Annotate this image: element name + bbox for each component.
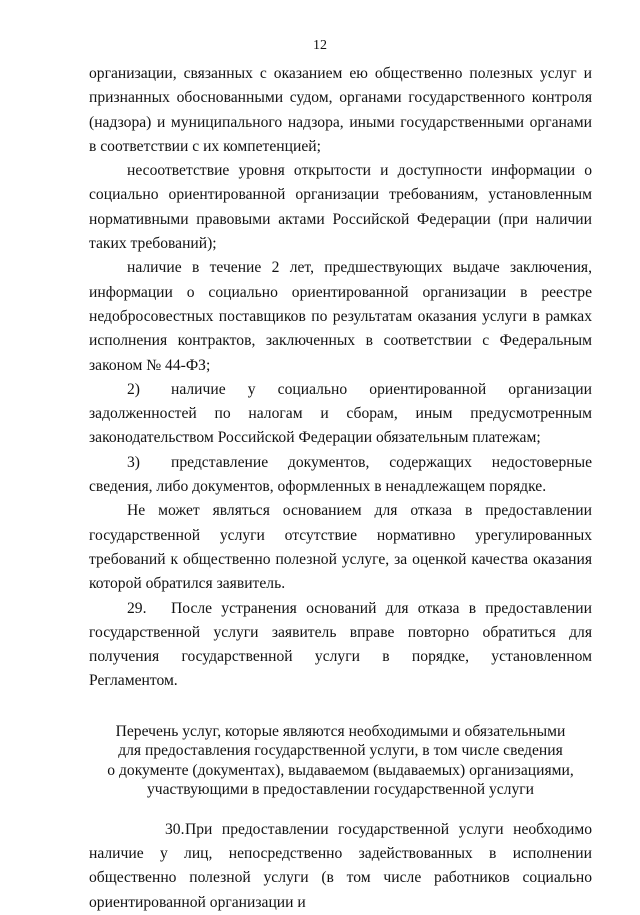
paragraph-item-30-text: При предоставлении государственной услуги необходимо наличие у лиц, непосредственно задействованных в исполнении общественно полезной услуги (в том числе работников социально ориентированной организации и: [89, 820, 592, 911]
paragraph-item-3: [89, 451, 592, 500]
paragraph-item-2-text: наличие у социально ориентированной организации задолженностей по налогам и сборам, иным предусмотренным законодательством Российской Федерации обязательным платежам;: [89, 380, 592, 447]
section-heading-line-3: о документе (документах), выдаваемом (выдаваемых) организациями,: [107, 761, 574, 779]
item-number-30: 30.: [165, 820, 185, 838]
section-heading-line-2: для предоставления государственной услуги, в том числе сведения: [118, 742, 563, 760]
paragraph-item-2: [89, 378, 592, 451]
section-heading-line-4: участвующими в предоставлении государственной услуги: [147, 781, 534, 799]
paragraph-item-30: [89, 818, 592, 915]
item-number-3: 3): [127, 453, 140, 471]
page-number: 12: [313, 38, 327, 53]
item-number-2: 2): [127, 380, 140, 398]
paragraph-organization-violations: организации, связанных с оказанием ею общественно полезных услуг и признанных обоснованными судом, органами государственного контроля (надзора) и муниципального надзора, иными государственными органами в соответствии с их компетенцией;: [89, 65, 592, 155]
item-number-29: 29.: [127, 599, 147, 617]
paragraph-item-29-text: После устранения оснований для отказа в предоставлении государственной услуги заявитель вправе повторно обратиться для получения государственной услуги в порядке, установленном Регламентом.: [89, 599, 592, 690]
paragraph-no-refusal-basis: Не может являться основанием для отказа в предоставлении государственной услуги отсутствие нормативно урегулированных требований к общественно полезной услуге, за оценкой качества оказания которой обратился заявитель.: [89, 502, 592, 593]
paragraph-information-openness: несоответствие уровня открытости и доступности информации о социально ориентированной организации требованиям, установленным нормативными правовыми актами Российской Федерации (при наличии таких требований);: [89, 162, 592, 253]
document-body: [89, 62, 592, 915]
section-heading: [89, 722, 592, 800]
paragraph-item-29: [89, 597, 592, 694]
section-heading-line-1: Перечень услуг, которые являются необходимыми и обязательными: [115, 722, 566, 740]
paragraph-unfair-suppliers-registry: наличие в течение 2 лет, предшествующих выдаче заключения, информации о социально ориентированной организации в реестре недобросовестных поставщиков по результатам оказания услуги в рамках исполнения контрактов, заключенных в соответствии с Федеральным законом № 44-ФЗ;: [89, 259, 592, 374]
paragraph-item-3-text: представление документов, содержащих недостоверные сведения, либо документов, оформленных в ненадлежащем порядке.: [89, 453, 592, 496]
